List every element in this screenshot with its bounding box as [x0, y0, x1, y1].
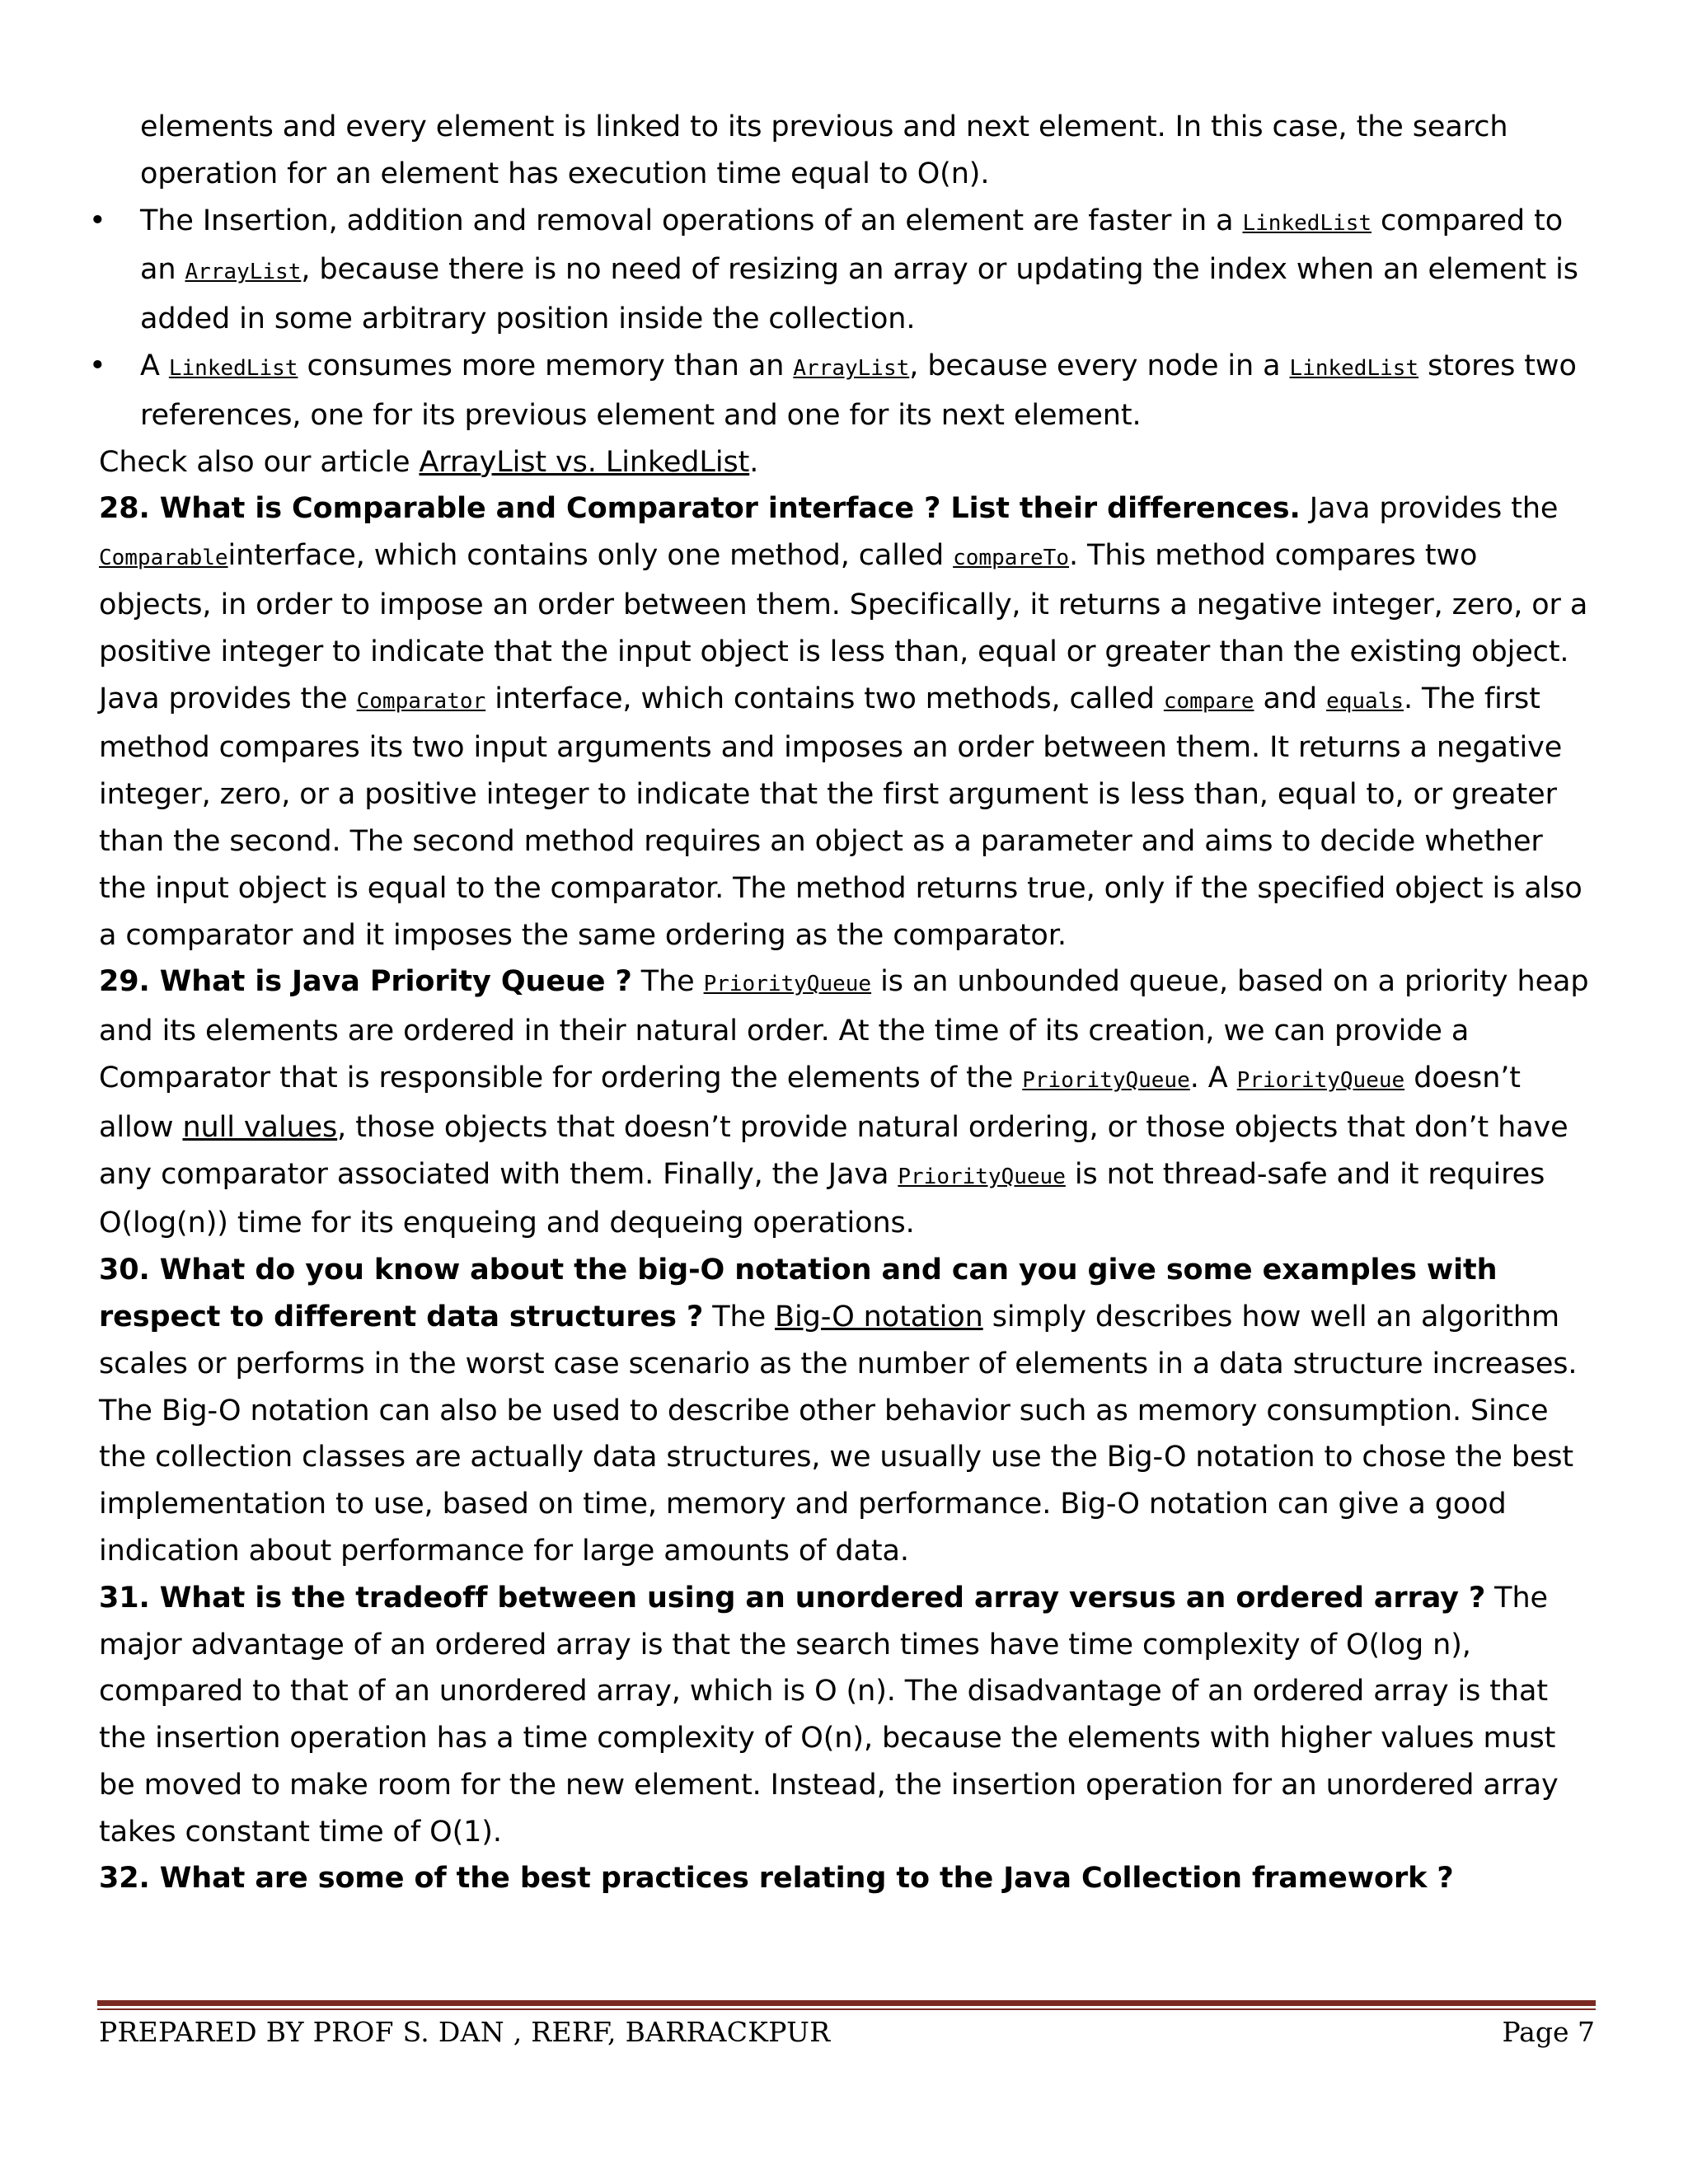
bullet-item-memory	[89, 343, 1595, 439]
text: . The first method compares its two input arguments and imposes an order between them. It returns a negative integer, zero, or a positive integer to indicate that the first argument is less than, equal to, or greater than the second. The second method requires an object as a parameter and aims to decide whether the input object is equal to the comparator. The method returns true, only if the specified object is also a comparator and it imposes the same ordering as the comparator.	[99, 682, 1582, 952]
text: A	[140, 349, 169, 382]
big-o-link[interactable]: Big-O notation	[775, 1300, 983, 1333]
text: .	[749, 445, 759, 479]
code-arraylist: ArrayList	[185, 260, 302, 285]
page-number: Page 7	[1502, 2016, 1595, 2048]
code-arraylist: ArrayList	[793, 355, 910, 381]
question-29	[99, 958, 1595, 1247]
text: The	[631, 965, 704, 999]
question-32	[99, 1855, 1595, 1902]
code-linkedlist: LinkedList	[1242, 210, 1372, 236]
text: elements and every element is linked to its previous and next element. In this case, the search operation for an element has execution time equal to O(n).	[140, 110, 1508, 190]
text: . A	[1189, 1061, 1237, 1094]
text: The	[703, 1300, 776, 1333]
text: interface, which contains only one method, called	[227, 539, 954, 573]
bullet-dot-icon: •	[89, 349, 106, 382]
text: compared to an	[140, 204, 1564, 287]
text: , because there is no need of resizing an array or updating the index when an element is added in some arbitrary position inside the collection.	[140, 253, 1578, 336]
footer-rule	[97, 2000, 1596, 2006]
text: and	[1254, 682, 1327, 715]
question-31	[99, 1575, 1595, 1856]
check-also-paragraph	[99, 439, 1595, 486]
question-heading: 30. What do you know about the big-O notation and can you give some examples with respect to different data structures ?	[99, 1254, 1498, 1333]
text: The major advantage of an ordered array is that the search times have time complexity of O(log n), compared to that of an unordered array, which is O (n). The disadvantage of an ordered array is that the insertion operation has a time complexity of O(n), because the elements with higher values must be moved to make room for the new element. Instead, the insertion operation for an unordered array takes constant time of O(1).	[99, 1581, 1559, 1849]
code-compareto: compareTo	[953, 546, 1069, 571]
text: doesn’t allow	[99, 1061, 1521, 1144]
null-values-link[interactable]: null values	[182, 1110, 338, 1144]
footer-rule-thin	[97, 2008, 1596, 2010]
question-heading: 31. What is the tradeoff between using an unordered array versus an ordered array ?	[99, 1581, 1486, 1615]
code-linkedlist: LinkedList	[168, 355, 298, 381]
code-priorityqueue: PriorityQueue	[898, 1164, 1066, 1189]
code-priorityqueue: PriorityQueue	[1022, 1067, 1190, 1093]
footer-author: PREPARED BY PROF S. DAN , RERF, BARRACKPUR	[99, 2016, 831, 2048]
article-link[interactable]: ArrayList vs. LinkedList	[419, 445, 750, 479]
bullet-dot-icon: •	[89, 204, 106, 237]
code-priorityqueue: PriorityQueue	[703, 972, 872, 997]
code-compare: compare	[1163, 688, 1254, 714]
text: consumes more memory than an	[298, 349, 794, 382]
text: The Insertion, addition and removal operations of an element are faster in a	[140, 204, 1243, 237]
page-content	[89, 104, 1595, 1902]
text: . This method compares two objects, in order to impose an order between them. Specifically, it returns a negative integer, zero, or a positive integer to indicate that the input object is less than, equal or greater than the existing object. Java provides the	[99, 539, 1588, 715]
bullet-item-insertion	[89, 198, 1595, 343]
question-heading: 28. What is Comparable and Comparator interface ? List their differences.	[99, 492, 1301, 526]
text: stores two references, one for its previous element and one for its next element.	[140, 349, 1577, 432]
question-30	[99, 1247, 1595, 1575]
text: Check also our article	[99, 445, 420, 479]
text: , because every node in a	[909, 349, 1290, 382]
text: is an unbounded queue, based on a priority heap and its elements are ordered in their natural order. At the time of its creation, we can provide a Comparator that is responsible for ordering the elements of the	[99, 965, 1589, 1094]
text: Java provides the	[1300, 492, 1559, 526]
continued-bullet-text	[99, 104, 1595, 198]
text: , those objects that doesn’t provide natural ordering, or those objects that don’t have any comparator associated with them. Finally, the Java	[99, 1110, 1568, 1191]
code-comparator: Comparator	[356, 688, 486, 714]
code-comparable: Comparable	[99, 546, 228, 571]
question-heading: 29. What is Java Priority Queue ?	[99, 965, 632, 999]
code-equals: equals	[1326, 688, 1404, 714]
text: simply describes how well an algorithm scales or performs in the worst case scenario as the number of elements in a data structure increases. The Big-O notation can also be used to describe other behavior such as memory consumption. Since the collection classes are actually data structures, we usually use the Big-O notation to chose the best implementation to use, based on time, memory and performance. Big-O notation can give a good indication about performance for large amounts of data.	[99, 1300, 1578, 1568]
text: interface, which contains two methods, called	[485, 682, 1164, 715]
question-28	[99, 485, 1595, 958]
question-heading: 32. What are some of the best practices relating to the Java Collection framework ?	[99, 1862, 1454, 1896]
text: is not thread-safe and it requires O(log(n)) time for its enqueing and dequeing operations.	[99, 1157, 1545, 1240]
code-linkedlist: LinkedList	[1289, 355, 1419, 381]
code-priorityqueue: PriorityQueue	[1236, 1067, 1405, 1093]
